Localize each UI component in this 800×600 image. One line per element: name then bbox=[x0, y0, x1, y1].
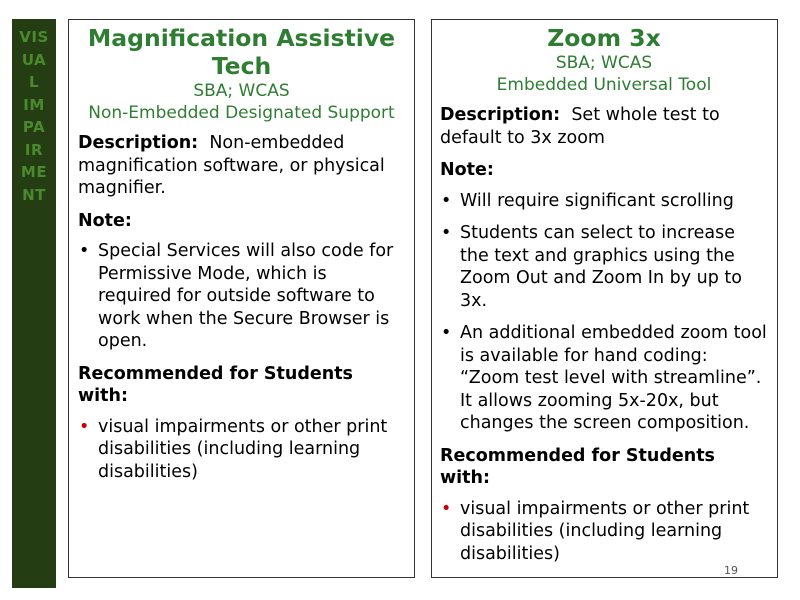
right-recommended-list bbox=[440, 498, 768, 566]
right-note-item: • An additional embedded zoom tool is available for hand coding: “Zoom test level with streamline”. It allows zooming 5x-20x, but changes the screen composition. bbox=[440, 322, 768, 435]
right-panel-subtitle-tests: SBA; WCAS bbox=[555, 53, 653, 73]
right-panel-title: Zoom 3x bbox=[547, 24, 661, 52]
sidebar-letter: ME bbox=[20, 163, 48, 181]
left-note-label: Note: bbox=[78, 210, 132, 231]
left-panel bbox=[68, 19, 415, 578]
sidebar-vertical-label bbox=[12, 19, 56, 206]
right-note-label: Note: bbox=[440, 160, 494, 180]
left-description-label: Description: bbox=[78, 133, 199, 153]
left-panel-subtitle-tests: SBA; WCAS bbox=[193, 81, 290, 101]
right-recommended-item: • visual impairments or other print disabilities (including learning disabilities) bbox=[440, 498, 768, 566]
sidebar-letter: PA bbox=[22, 118, 46, 136]
left-recommended-list bbox=[78, 416, 405, 484]
left-note-list bbox=[78, 240, 405, 353]
right-note-list bbox=[440, 190, 768, 435]
right-panel-subtitle-support-type: Embedded Universal Tool bbox=[496, 75, 712, 95]
left-description bbox=[78, 132, 405, 200]
left-recommended-item: • visual impairments or other print disabilities (including learning disabilities) bbox=[78, 416, 405, 484]
right-recommended-label: Recommended for Students with: bbox=[440, 445, 715, 488]
sidebar-letter: VIS bbox=[19, 28, 49, 46]
sidebar-letter: NT bbox=[22, 185, 46, 204]
right-note-item: • Students can select to increase the text and graphics using the Zoom Out and Zoom In by up to 3x. bbox=[440, 222, 768, 312]
left-description-text: Non-embedded magnification software, or physical magnifier. bbox=[78, 133, 385, 198]
right-description bbox=[440, 104, 768, 149]
sidebar-letter: IM bbox=[23, 95, 45, 114]
right-note-item: • Will require significant scrolling bbox=[440, 190, 768, 213]
page-number: 19 bbox=[724, 564, 738, 577]
right-panel bbox=[431, 19, 778, 578]
right-description-text: Set whole test to default to 3x zoom bbox=[440, 105, 720, 148]
right-description-label: Description: bbox=[440, 105, 561, 125]
left-panel-title: Magnification Assistive Tech bbox=[87, 24, 396, 80]
left-recommended-label: Recommended for Students with: bbox=[78, 363, 353, 406]
sidebar-banner bbox=[12, 19, 56, 588]
sidebar-letter: IR bbox=[24, 140, 44, 159]
left-panel-subtitle-support-type: Non-Embedded Designated Support bbox=[88, 103, 395, 123]
left-note-item: • Special Services will also code for Permissive Mode, which is required for outside software to work when the Secure Browser is open. bbox=[78, 240, 405, 353]
sidebar-letter: L bbox=[28, 73, 40, 91]
sidebar-letter: UA bbox=[21, 50, 47, 69]
